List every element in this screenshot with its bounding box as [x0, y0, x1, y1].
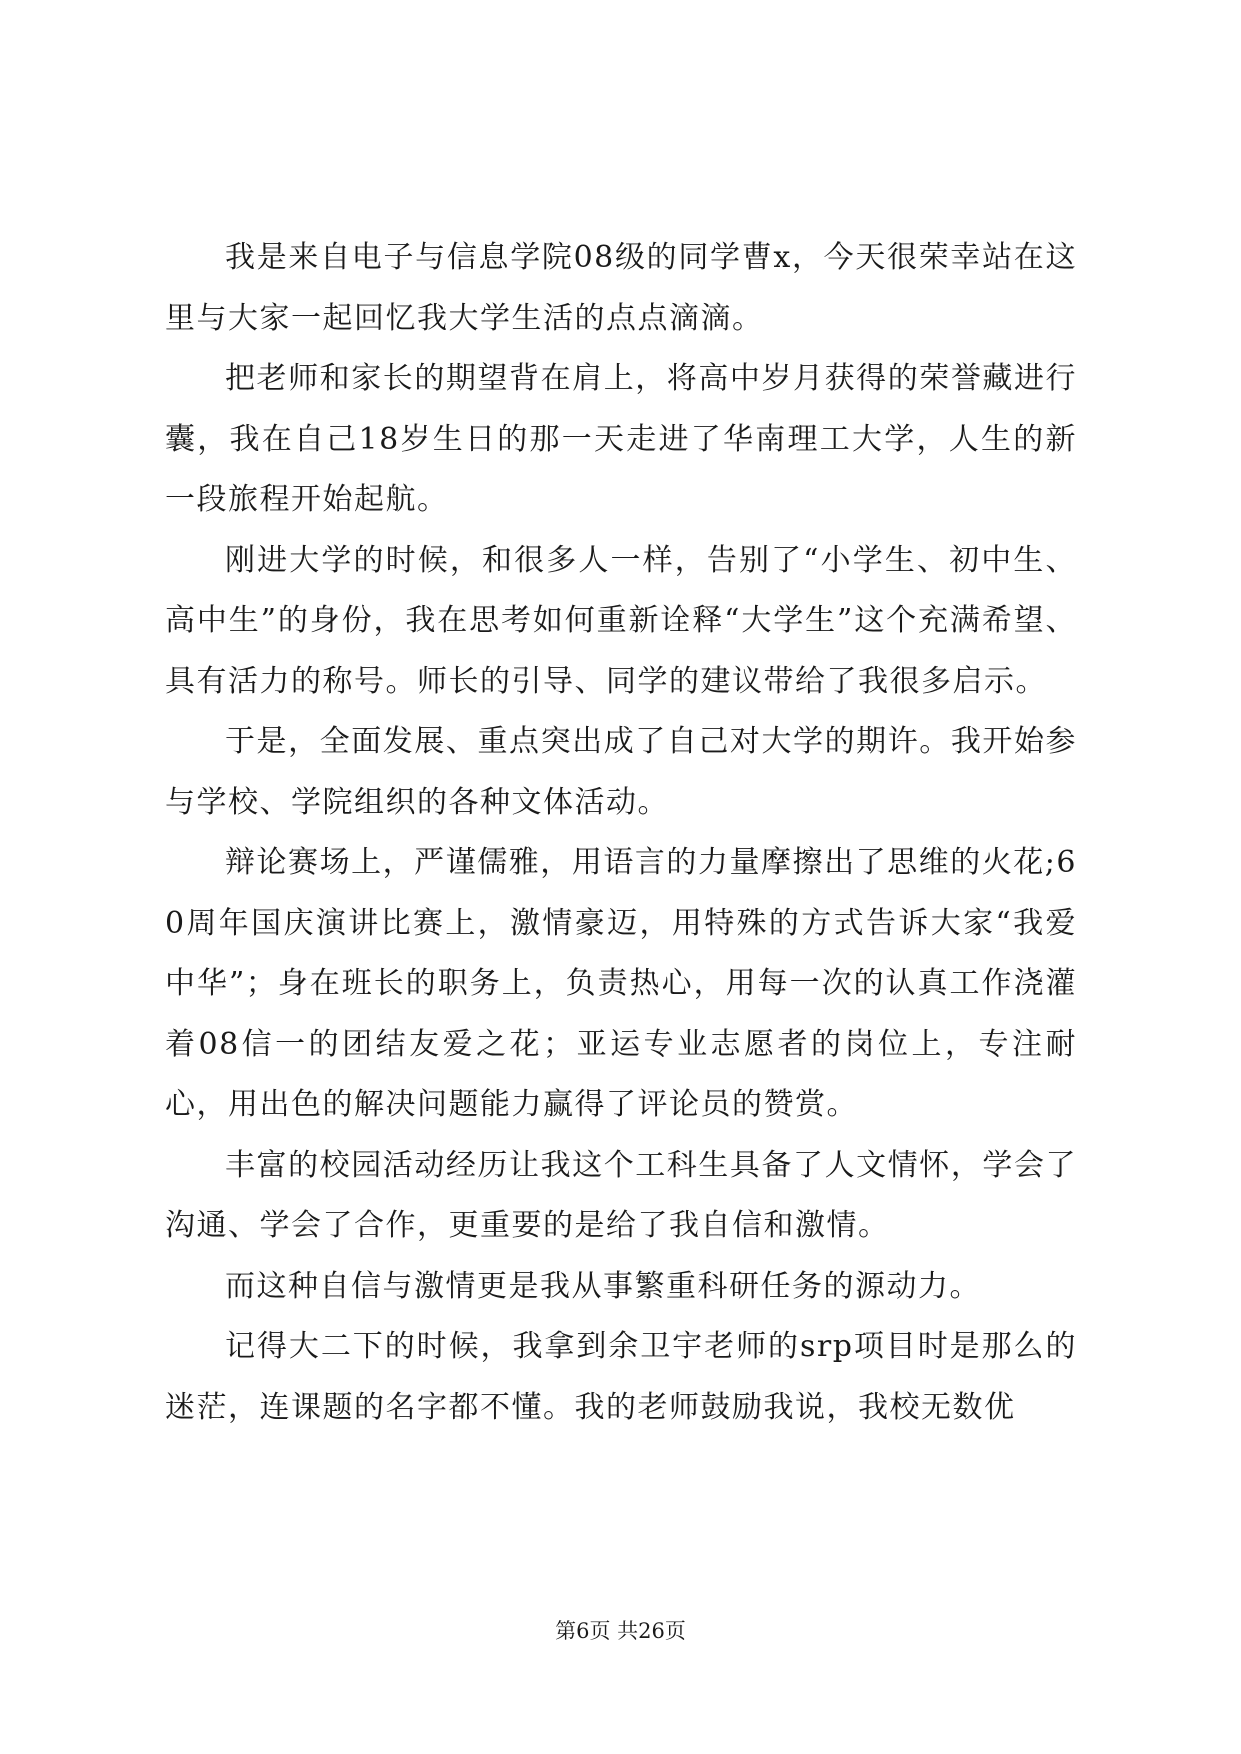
- paragraph-4: 于是，全面发展、重点突出成了自己对大学的期许。我开始参与学校、学院组织的各种文体活动。: [165, 724, 1077, 820]
- paragraph-7: 而这种自信与激情更是我从事繁重科研任务的源动力。: [225, 1268, 981, 1304]
- paragraph-8: 记得大二下的时候，我拿到余卫宇老师的srp项目时是那么的迷茫，连课题的名字都不懂。我的老师鼓励我说，我校无数优: [165, 1329, 1077, 1425]
- paragraph-2: 把老师和家长的期望背在肩上，将高中岁月获得的荣誉藏进行囊，我在自己18岁生日的那一天走进了华南理工大学，人生的新一段旅程开始起航。: [165, 361, 1077, 517]
- paragraph-1: 我是来自电子与信息学院08级的同学曹x，今天很荣幸站在这里与大家一起回忆我大学生活的点点滴滴。: [165, 240, 1077, 336]
- document-body: [165, 228, 1077, 1438]
- paragraph-6: 丰富的校园活动经历让我这个工科生具备了人文情怀，学会了沟通、学会了合作，更重要的是给了我自信和激情。: [165, 1147, 1077, 1243]
- page-footer: 第6页 共26页: [555, 1619, 686, 1643]
- paragraph-5: 辩论赛场上，严谨儒雅，用语言的力量摩擦出了思维的火花;60周年国庆演讲比赛上，激情豪迈，用特殊的方式告诉大家“我爱中华”；身在班长的职务上，负责热心，用每一次的认真工作浇灌着08信一的团结友爱之花；亚运专业志愿者的岗位上，专注耐心，用出色的解决问题能力赢得了评论员的赞赏。: [165, 845, 1077, 1122]
- paragraph-3: 刚进大学的时候，和很多人一样，告别了“小学生、初中生、高中生”的身份，我在思考如何重新诠释“大学生”这个充满希望、具有活力的称号。师长的引导、同学的建议带给了我很多启示。: [165, 542, 1077, 699]
